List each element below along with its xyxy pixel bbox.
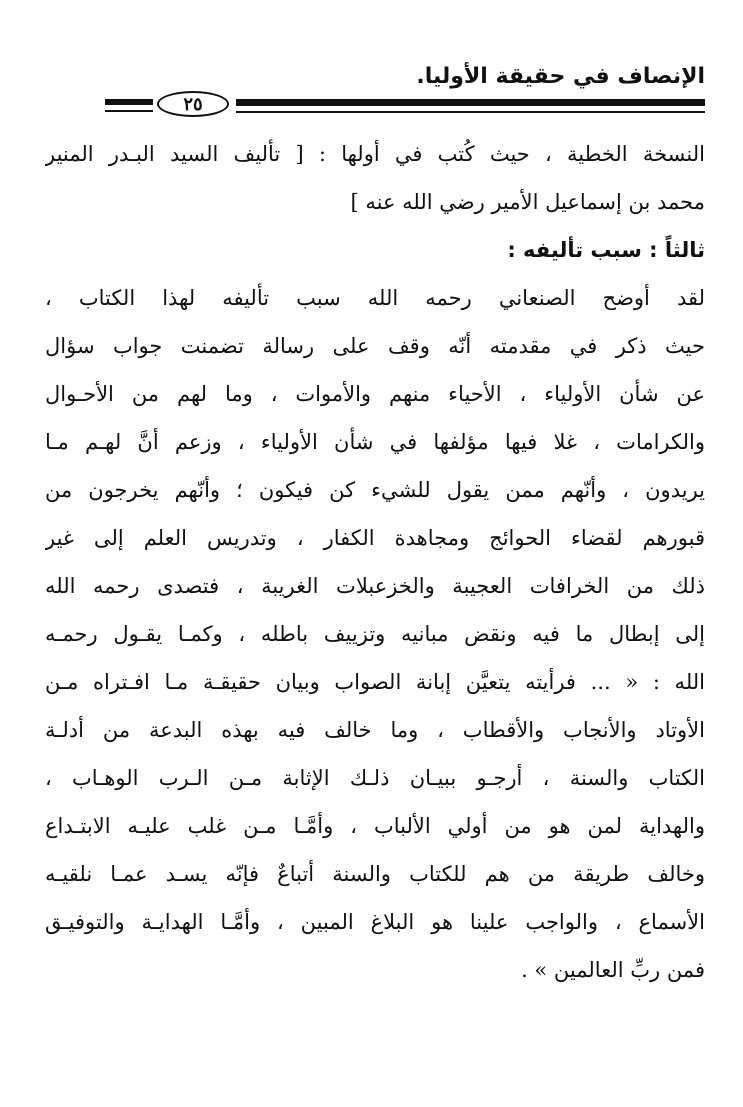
- text-line: قبورهم لقضاء الحوائج ومجاهدة الكفار ، وتدريس العلم إلى غير: [45, 526, 705, 550]
- section-heading: ثالثاً : سبب تأليفه :: [507, 238, 705, 262]
- text-line: الله : « ... فرأيته يتعيَّن إبانة الصواب وبيان حقيقـة مـا افـتراه مـن: [45, 670, 705, 694]
- text-line: إلى إبطال ما فيه ونقض مبانيه وتزييف باطله ، وكمـا يقـول رحمـه: [45, 622, 705, 646]
- header-rule-thick-left: [105, 99, 153, 105]
- text-line: وخالف طريقة من هم للكتاب والسنة أتباعٌ فإنّه يسـد عمـا نلقيـه: [45, 862, 705, 886]
- text-line: الأسماع ، والواجب علينا هو البلاغ المبين ، وأمَّـا الهدايـة والتوفيـق: [45, 910, 705, 934]
- text-line: والهداية لمن هو من أولي الألباب ، وأمَّـا مـن غلب عليـه الابتـداع: [45, 814, 705, 838]
- running-title: الإنصاف في حقيقة الأوليا.: [416, 64, 705, 89]
- body-text: [45, 130, 705, 994]
- text-line: الكتاب والسنة ، أرجـو ببيـان ذلـك الإثابة مـن الـرب الوهـاب ،: [45, 766, 705, 790]
- header-rule-thin-left: [105, 110, 153, 112]
- header-rule-thick-right: [236, 99, 705, 106]
- text-line: لقد أوضح الصنعاني رحمه الله سبب تأليفه لهذا الكتاب ،: [45, 286, 705, 310]
- text-line: النسخة الخطية ، حيث كُتب في أولها : [ تأليف السيد البـدر المنير: [45, 142, 705, 166]
- text-line: حيث ذكر في مقدمته أنّه وقف على رسالة تضمنت جواب سؤال: [45, 334, 705, 358]
- text-line: ذلك من الخرافات العجيبة والخزعبلات الغريبة ، فتصدى رحمه الله: [45, 574, 705, 598]
- text-line: فمن ربِّ العالمين » .: [521, 958, 705, 982]
- text-line: الأوتاد والأنجاب والأقطاب ، وما خالف فيه بهذه البدعة من أدلـة: [45, 718, 705, 742]
- text-line: محمد بن إسماعيل الأمير رضي الله عنه ]: [350, 190, 705, 214]
- header-rule-thin-right: [236, 111, 705, 113]
- page-number: ٢٥: [157, 91, 229, 117]
- text-line: يريدون ، وأنّهم ممن يقول للشيء كن فيكون ؛ وأنّهم يخرجون من: [45, 478, 705, 502]
- text-line: عن شأن الأولياء ، الأحياء منهم والأموات ، وما لهم من الأحـوال: [45, 382, 705, 406]
- text-line: والكرامات ، غلا فيها مؤلفها في شأن الأولياء ، وزعم أنَّ لهـم مـا: [45, 430, 705, 454]
